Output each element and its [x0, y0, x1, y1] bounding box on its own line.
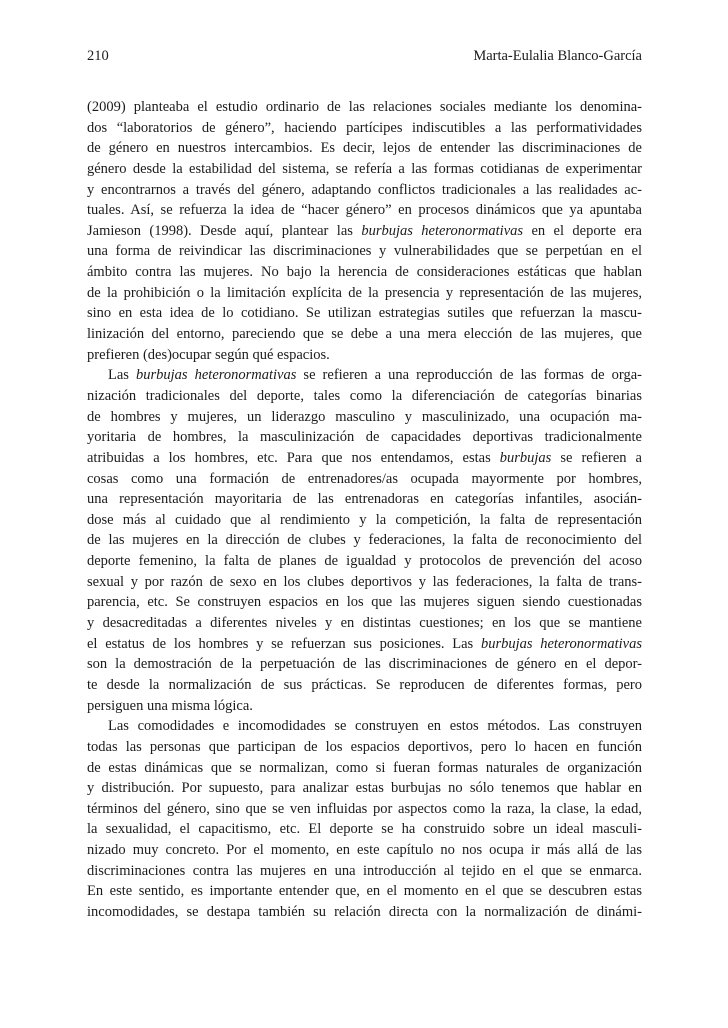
text-line	[87, 97, 642, 118]
text-line	[87, 634, 642, 655]
text-segment: sino en esta idea de lo cotidiano. Se utilizan estrategias sutiles que refuerzan la mascu-	[87, 305, 642, 322]
text-line	[87, 469, 642, 490]
paragraph	[87, 97, 642, 365]
text-segment: de las mujeres en la dirección de clubes y federaciones, la falta de reconocimiento del	[87, 532, 642, 549]
text-segment: nizado muy concreto. Por el momento, en este capítulo no nos ocupa ir más allá de las	[87, 842, 642, 859]
text-line	[87, 654, 642, 675]
text-segment: de género en nuestros intercambios. Es decir, lejos de entender las discriminaciones de	[87, 140, 642, 157]
page-number: 210	[87, 48, 109, 64]
body-text	[87, 97, 642, 923]
text-segment: la sexualidad, el capacitismo, etc. El deporte se ha construido sobre un ideal masculi-	[87, 821, 642, 838]
text-line	[87, 572, 642, 593]
text-segment: dose más al cuidado que al rendimiento y la competición, la falta de representación	[87, 511, 642, 528]
text-line	[87, 407, 642, 428]
text-segment: todas las personas que participan de los espacios deportivos, pero lo hacen en función	[87, 738, 642, 755]
text-line	[87, 138, 642, 159]
text-segment: se refieren a	[551, 449, 642, 466]
italic-term: burbujas	[499, 449, 552, 466]
text-segment: género desde la estabilidad del sistema, se refería a las formas cotidianas de experimentar	[87, 160, 642, 177]
text-line	[87, 902, 642, 923]
text-segment: (2009) planteaba el estudio ordinario de las relaciones sociales mediante los denomina-	[87, 99, 642, 115]
text-segment: términos del género, sino que se ven influidas por aspectos como la raza, la clase, la edad,	[87, 800, 642, 817]
running-header	[87, 46, 642, 66]
text-segment: de estas dinámicas que se normalizan, como si fueran formas naturales de organización	[87, 759, 642, 776]
text-segment: dos “laboratorios de género”, haciendo partícipes indiscutibles a las performatividades	[87, 119, 642, 136]
running-header-author: Marta-Eulalia Blanco-García	[473, 48, 642, 64]
text-line	[87, 861, 642, 882]
text-segment: cosas como una formación de entrenadores/as ocupada mayormente por hombres,	[87, 470, 642, 487]
text-line	[87, 778, 642, 799]
text-segment: Jamieson (1998). Desde aquí, plantear las	[87, 222, 362, 239]
text-segment: de hombres y mujeres, un liderazgo masculino y masculinizado, una ocupación ma-	[87, 408, 642, 425]
text-line	[87, 283, 642, 304]
text-line	[87, 262, 642, 283]
text-line	[87, 180, 642, 201]
text-line	[87, 221, 642, 242]
text-segment: son la demostración de la perpetuación de las discriminaciones de género en el depor-	[87, 656, 642, 673]
text-line	[87, 881, 642, 902]
text-segment: Las	[108, 367, 136, 384]
text-line	[87, 675, 642, 696]
italic-term: burbujas heteronormativas	[480, 635, 642, 652]
text-line	[87, 613, 642, 634]
text-segment: tuales. Así, se refuerza la idea de “hacer género” en procesos dinámicos que ya apuntaba	[87, 202, 642, 219]
text-segment: te desde la normalización de sus prácticas. Se reproducen de diferentes formas, pero	[87, 676, 642, 693]
text-line	[87, 696, 642, 717]
paragraph	[87, 716, 642, 922]
text-segment: atribuidas a los hombres, etc. Para que nos entendamos, estas	[87, 449, 500, 466]
text-segment: parencia, etc. Se construyen espacios en los que las mujeres siguen siendo cuestionadas	[87, 594, 642, 611]
text-segment: ámbito contra las mujeres. No bajo la herencia de consideraciones estáticas que hablan	[87, 264, 642, 281]
text-line	[87, 365, 642, 386]
text-segment: incomodidades, se destapa también su relación directa con la normalización de dinámi-	[87, 903, 642, 920]
text-segment: En este sentido, es importante entender que, en el momento en el que se descubren estas	[87, 883, 642, 900]
text-line	[87, 758, 642, 779]
text-segment: nización tradicionales del deporte, tales como la diferenciación de categorías binarias	[87, 387, 642, 404]
text-segment: de la prohibición o la limitación explícita de la presencia y representación de las mujeres,	[87, 284, 642, 301]
text-line	[87, 345, 642, 366]
text-line	[87, 489, 642, 510]
text-segment: deporte femenino, la falta de planes de igualdad y protocolos de prevención del acoso	[87, 553, 642, 570]
text-segment: el estatus de los hombres y se refuerzan sus posiciones. Las	[87, 635, 481, 652]
text-line	[87, 241, 642, 262]
text-line	[87, 200, 642, 221]
text-segment: una representación mayoritaria de las entrenadoras en categorías infantiles, asocián-	[87, 491, 642, 508]
text-segment: y desacreditadas a diferentes niveles y en distintas cuestiones; en los que se mantiene	[87, 615, 642, 632]
text-line	[87, 551, 642, 572]
text-segment: yoritaria de hombres, la masculinización de capacidades deportivas tradicionalmente	[87, 429, 642, 446]
paragraph	[87, 365, 642, 716]
text-line	[87, 530, 642, 551]
text-segment: linización del entorno, pareciendo que se debe a una mera elección de las mujeres, que	[87, 326, 642, 343]
text-line	[87, 840, 642, 861]
text-segment: en el deporte era	[523, 222, 642, 239]
text-line	[87, 737, 642, 758]
text-segment: y encontrarnos a través del género, adaptando conflictos tradicionales a las realidades ac-	[87, 181, 642, 198]
text-line	[87, 592, 642, 613]
text-segment: sexual y por razón de sexo en los clubes deportivos y las federaciones, la falta de trans-	[87, 573, 642, 590]
text-segment: y distribución. Por supuesto, para analizar estas burbujas no sólo tenemos que hablar en	[87, 780, 642, 797]
italic-term: burbujas heteronormativas	[361, 222, 524, 239]
italic-term: burbujas heteronormativas	[136, 367, 297, 384]
text-segment: se refieren a una reproducción de las formas de orga-	[296, 367, 642, 384]
text-line	[87, 324, 642, 345]
text-line	[87, 510, 642, 531]
text-segment: una forma de reivindicar las discriminaciones y vulnerabilidades que se perpetúan en el	[87, 243, 642, 260]
text-segment: Las comodidades e incomodidades se construyen en estos métodos. Las construyen	[108, 718, 642, 735]
text-line	[87, 159, 642, 180]
text-line	[87, 448, 642, 469]
text-line	[87, 303, 642, 324]
text-line	[87, 716, 642, 737]
text-line	[87, 427, 642, 448]
text-line	[87, 799, 642, 820]
text-line	[87, 386, 642, 407]
text-line	[87, 819, 642, 840]
text-segment: prefieren (des)ocupar según qué espacios.	[87, 346, 330, 363]
text-segment: discriminaciones contra las mujeres en una introducción al tejido en el que se enmarca.	[87, 862, 642, 879]
text-segment: persiguen una misma lógica.	[87, 697, 253, 714]
text-line	[87, 118, 642, 139]
